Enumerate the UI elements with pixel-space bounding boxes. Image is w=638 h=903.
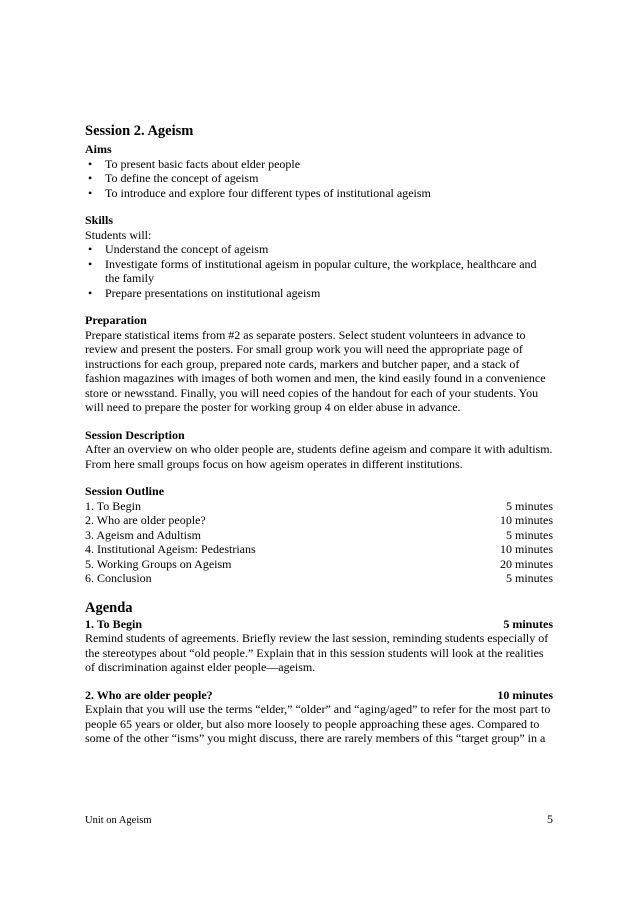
outline-row	[85, 513, 553, 528]
outline-time: 10 minutes	[500, 542, 553, 556]
outline-row	[85, 542, 553, 557]
outline-heading: Session Outline	[85, 484, 165, 498]
preparation-text: Prepare statistical items from #2 as separate posters. Select student volunteers in advance to review and present the posters. For small group work you will need the appropriate page of instructions for each group, prepared note cards, markers and butcher paper, and a stack of fashion magazines with images of both women and men, the kind easily found in a convenience store or newsstand. Finally, you will need copies of the handout for each of your students. You will need to prepare the poster for working group 4 on elder abuse in advance.	[85, 327, 546, 414]
preparation-heading: Preparation	[85, 313, 147, 327]
list-item: • To define the concept of ageism	[85, 171, 553, 186]
list-item: • To introduce and explore four different types of institutional ageism	[85, 186, 553, 201]
page-number: 5	[547, 812, 553, 826]
outline-list	[85, 499, 553, 586]
outline-time: 20 minutes	[500, 556, 553, 571]
footer-label: Unit on Ageism	[85, 815, 152, 826]
list-item: • Prepare presentations on institutional ageism	[85, 286, 553, 301]
aims-heading: Aims	[85, 142, 112, 156]
description-heading: Session Description	[85, 427, 185, 442]
agenda-title: Agenda	[85, 599, 133, 616]
agenda-item-title: 1. To Begin	[85, 616, 143, 631]
agenda-item-text: Explain that you will use the terms “elder,” “older” and “aging/aged” to refer for the most part to people 65 years or older, but also more loosely to people approaching these ages. Compared to some of the other “isms” you might discuss, there are rarely members of this “target group” in a	[85, 702, 551, 745]
session-title: Session 2. Ageism	[85, 123, 194, 139]
outline-time: 5 minutes	[506, 527, 553, 542]
agenda-item-heading	[85, 688, 553, 703]
page-content	[85, 123, 553, 746]
agenda-item-time: 10 minutes	[497, 687, 553, 702]
outline-label: 3. Ageism and Adultism	[85, 527, 202, 542]
outline-label: 1. To Begin	[85, 498, 141, 513]
outline-time: 5 minutes	[506, 498, 553, 513]
outline-time: 10 minutes	[500, 513, 553, 527]
agenda-item-time: 5 minutes	[503, 616, 553, 631]
outline-time: 5 minutes	[506, 571, 553, 585]
skills-heading: Skills	[85, 213, 114, 227]
agenda-item-title: 2. Who are older people?	[85, 687, 213, 702]
outline-row	[85, 499, 553, 514]
skills-list	[85, 242, 553, 300]
outline-label: 4. Institutional Ageism: Pedestrians	[85, 542, 256, 556]
outline-label: 5. Working Groups on Ageism	[85, 556, 232, 571]
list-item: • To present basic facts about elder people	[85, 157, 553, 172]
list-item: • Investigate forms of institutional ageism in popular culture, the workplace, healthcare and the family	[85, 257, 553, 286]
outline-row	[85, 528, 553, 543]
agenda-item-text: Remind students of agreements. Briefly review the last session, reminding students especially of the stereotypes about “old people.” Explain that in this session students will look at the realities of discrimination against elder people—ageism.	[85, 631, 549, 674]
list-item: • Understand the concept of ageism	[85, 242, 553, 257]
outline-label: 6. Conclusion	[85, 571, 152, 585]
outline-row	[85, 557, 553, 572]
agenda-item-heading	[85, 617, 553, 632]
page-footer	[85, 812, 553, 827]
skills-intro: Students will:	[85, 227, 152, 242]
aims-list	[85, 157, 553, 201]
outline-label: 2. Who are older people?	[85, 513, 206, 527]
outline-row	[85, 571, 553, 586]
description-text: After an overview on who older people are, students define ageism and compare it with adultism. From here small groups focus on how ageism operates in different institutions.	[85, 442, 553, 471]
